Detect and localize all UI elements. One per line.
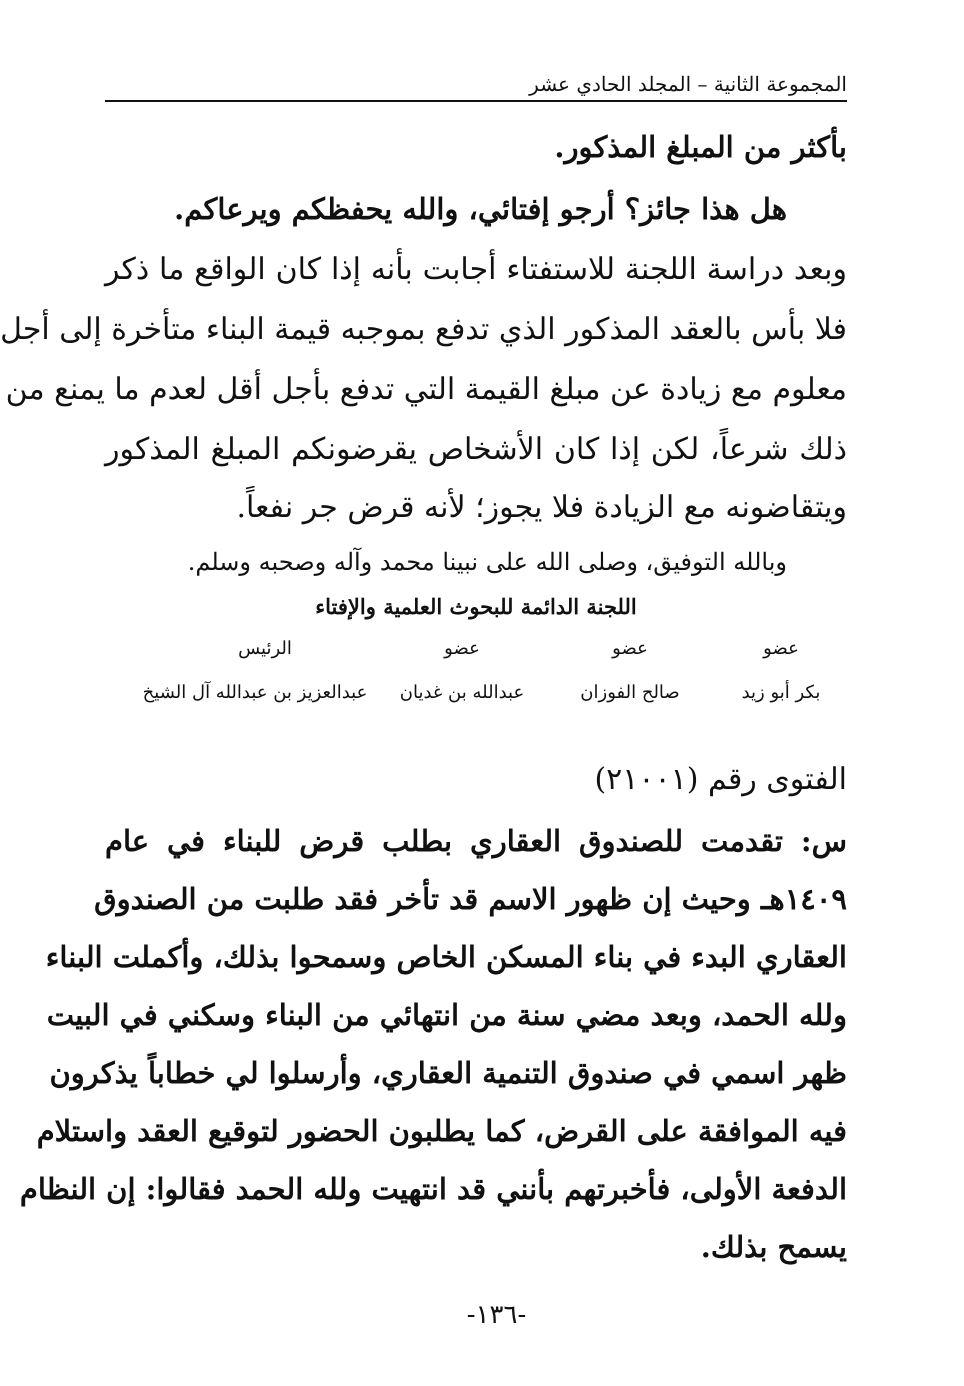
- question-end-line: بأكثر من المبلغ المذكور.: [554, 130, 847, 164]
- answer-line: ذلك شرعاً، لكن إذا كان الأشخاص يقرضونكم المبلغ المذكور: [105, 432, 847, 467]
- question-end-line: هل هذا جائز؟ أرجو إفتائي، والله يحفظكم ويرعاكم.: [174, 192, 787, 226]
- signature-roles: [105, 638, 847, 668]
- signature-role: عضو: [444, 638, 480, 659]
- signature-name: عبدالله بن غديان: [399, 682, 525, 703]
- signature-name: عبدالعزيز بن عبدالله آل الشيخ: [142, 682, 368, 703]
- answer-line: معلوم مع زيادة عن مبلغ القيمة التي تدفع بأجل أقل لعدم ما يمنع من: [5, 372, 847, 407]
- question-line: فيه الموافقة على القرض، كما يطلبون الحضور لتوقيع العقد واستلام: [36, 1114, 847, 1148]
- page-number: -١٣٦-: [466, 1300, 527, 1330]
- question-line: ١٤٠٩هـ وحيث إن ظهور الاسم قد تأخر فقد طلبت من الصندوق: [94, 882, 847, 916]
- signature-role: الرئيس: [238, 638, 292, 659]
- signature-names: [105, 682, 847, 712]
- signature-role: عضو: [612, 638, 648, 659]
- committee-title: اللجنة الدائمة للبحوث العلمية والإفتاء: [315, 594, 637, 619]
- question-line: يسمح بذلك.: [700, 1230, 847, 1264]
- closing-line: وبالله التوفيق، وصلى الله على نبينا محمد وآله وصحبه وسلم.: [187, 548, 787, 576]
- signature-role: عضو: [763, 638, 799, 659]
- signature-name: صالح الفوزان: [580, 682, 680, 703]
- question-line: العقاري البدء في بناء المسكن الخاص وسمحوا بذلك، وأكملت البناء: [45, 940, 847, 974]
- running-header: [105, 66, 847, 102]
- signature-name: بكر أبو زيد: [741, 682, 821, 703]
- fatwa-number-title: الفتوى رقم (٢١٠٠١): [594, 762, 847, 797]
- question-line: ولله الحمد، وبعد مضي سنة من انتهائي من البناء وسكني في البيت: [46, 998, 847, 1032]
- answer-line: فلا بأس بالعقد المذكور الذي تدفع بموجبه قيمة البناء متأخرة إلى أجل: [0, 312, 847, 347]
- question-line: س: تقدمت للصندوق العقاري بطلب قرض للبناء في عام: [105, 824, 847, 858]
- question-line: الدفعة الأولى، فأخبرتهم بأنني قد انتهيت ولله الحمد فقالوا: إن النظام: [19, 1172, 847, 1206]
- answer-line: ويتقاضونه مع الزيادة فلا يجوز؛ لأنه قرض جر نفعاً.: [236, 490, 847, 525]
- question-line: ظهر اسمي في صندوق التنمية العقاري، وأرسلوا لي خطاباً يذكرون: [49, 1056, 847, 1090]
- running-title: المجموعة الثانية – المجلد الحادي عشر: [521, 72, 847, 96]
- answer-line: وبعد دراسة اللجنة للاستفتاء أجابت بأنه إذا كان الواقع ما ذكر: [105, 252, 847, 287]
